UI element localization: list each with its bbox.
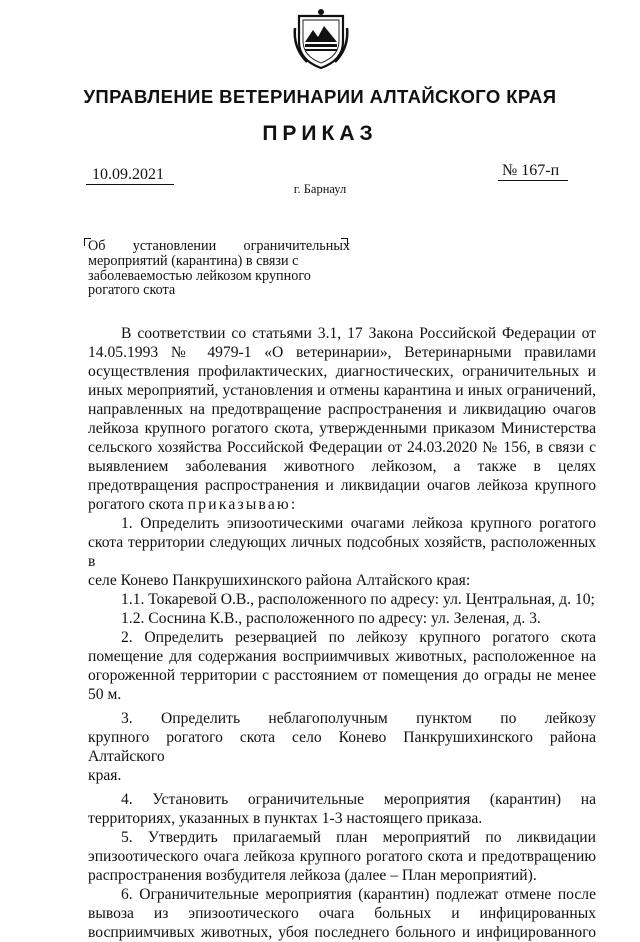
- body-line: селе Конево Панкрушихинского района Алтайского края:: [88, 572, 471, 589]
- body-line: восприимчивых животных, убоя последнего больного и инфицированного: [88, 924, 596, 941]
- document-body: [88, 324, 596, 942]
- subject-line: мероприятий (карантина) в связи с: [88, 252, 299, 269]
- body-line: крупного рогатого скота село Конево Панкрушихинского района Алтайского: [88, 729, 596, 765]
- body-line: выявлением заболевания животного лейкозом, а также в целях: [88, 458, 596, 475]
- body-line: эпизоотического очага лейкоза крупного рогатого скота и предотвращению: [88, 848, 596, 865]
- body-line: 1.2. Соснина К.В., расположенного по адресу: ул. Зеленая, д. 3.: [121, 610, 541, 627]
- document-subject: [88, 239, 350, 298]
- body-line: 4. Установить ограничительные мероприятия (карантин) на: [121, 791, 596, 808]
- subject-line: Об установлении ограничительных: [88, 238, 350, 254]
- body-line: сельского хозяйства Российской Федерации от 24.03.2020 № 156, в связи с: [88, 439, 596, 456]
- body-line: 6. Ограничительные мероприятия (карантин) подлежат отмене после: [121, 886, 596, 903]
- document-number: № 167-п: [498, 162, 568, 181]
- body-line: помещение для содержания восприимчивых животных, расположенное на: [88, 648, 596, 665]
- organization-name: УПРАВЛЕНИЕ ВЕТЕРИНАРИИ АЛТАЙСКОГО КРАЯ: [83, 86, 557, 107]
- subject-line: рогатого скота: [88, 282, 176, 299]
- body-line: территориях, указанных в пунктах 1-3 настоящего приказа.: [88, 810, 483, 827]
- document-city: г. Барнаул: [293, 182, 347, 196]
- body-line: вывоза из эпизоотического очага больных и инфицированных: [88, 905, 596, 922]
- document-date: 10.09.2021: [86, 166, 174, 185]
- body-line: 3. Определить неблагополучным пунктом по лейкозу: [121, 710, 596, 727]
- body-line: края.: [88, 767, 122, 784]
- body-line: 2. Определить резервацией по лейкозу крупного рогатого скота: [121, 629, 596, 646]
- body-line: осуществления профилактических, диагностических, ограничительных и: [88, 363, 596, 380]
- body-line: направленных на предотвращение распространения и ликвидацию очагов: [88, 401, 596, 418]
- body-line: 1. Определить эпизоотическими очагами лейкоза крупного рогатого: [121, 515, 596, 532]
- subject-line: заболеваемостью лейкозом крупного: [88, 267, 311, 284]
- body-line: 5. Утвердить прилагаемый план мероприятий по ликвидации: [121, 829, 596, 846]
- body-line: иных мероприятий, установления и отмены карантина и иных ограничений,: [88, 382, 596, 399]
- body-line: скота территории следующих личных подсобных хозяйств, расположенных в: [88, 534, 596, 570]
- document-type: ПРИКАЗ: [262, 122, 378, 145]
- body-line: распространения возбудителя лейкоза (далее – План мероприятий).: [88, 867, 537, 884]
- order-keyword: приказываю:: [187, 496, 298, 513]
- body-line: В соответствии со статьями 3.1, 17 Закона Российской Федерации от: [121, 325, 596, 342]
- body-line: огороженной территории с расстоянием от помещения до ограды не менее: [88, 667, 596, 684]
- body-text: рогатого скота: [88, 496, 188, 513]
- body-line: предотвращения распространения и ликвидации очагов лейкоза крупного: [88, 477, 596, 494]
- coat-of-arms-icon: [293, 8, 349, 70]
- body-line: 14.05.1993 № 4979-1 «О ветеринарии», Ветеринарными правилами: [88, 344, 596, 361]
- body-line: [88, 495, 596, 514]
- body-line: 1.1. Токаревой О.В., расположенного по адресу: ул. Центральная, д. 10;: [121, 591, 595, 608]
- body-line: лейкоза крупного рогатого скота, утвержденными приказом Министерства: [88, 420, 596, 437]
- body-line: 50 м.: [88, 686, 122, 703]
